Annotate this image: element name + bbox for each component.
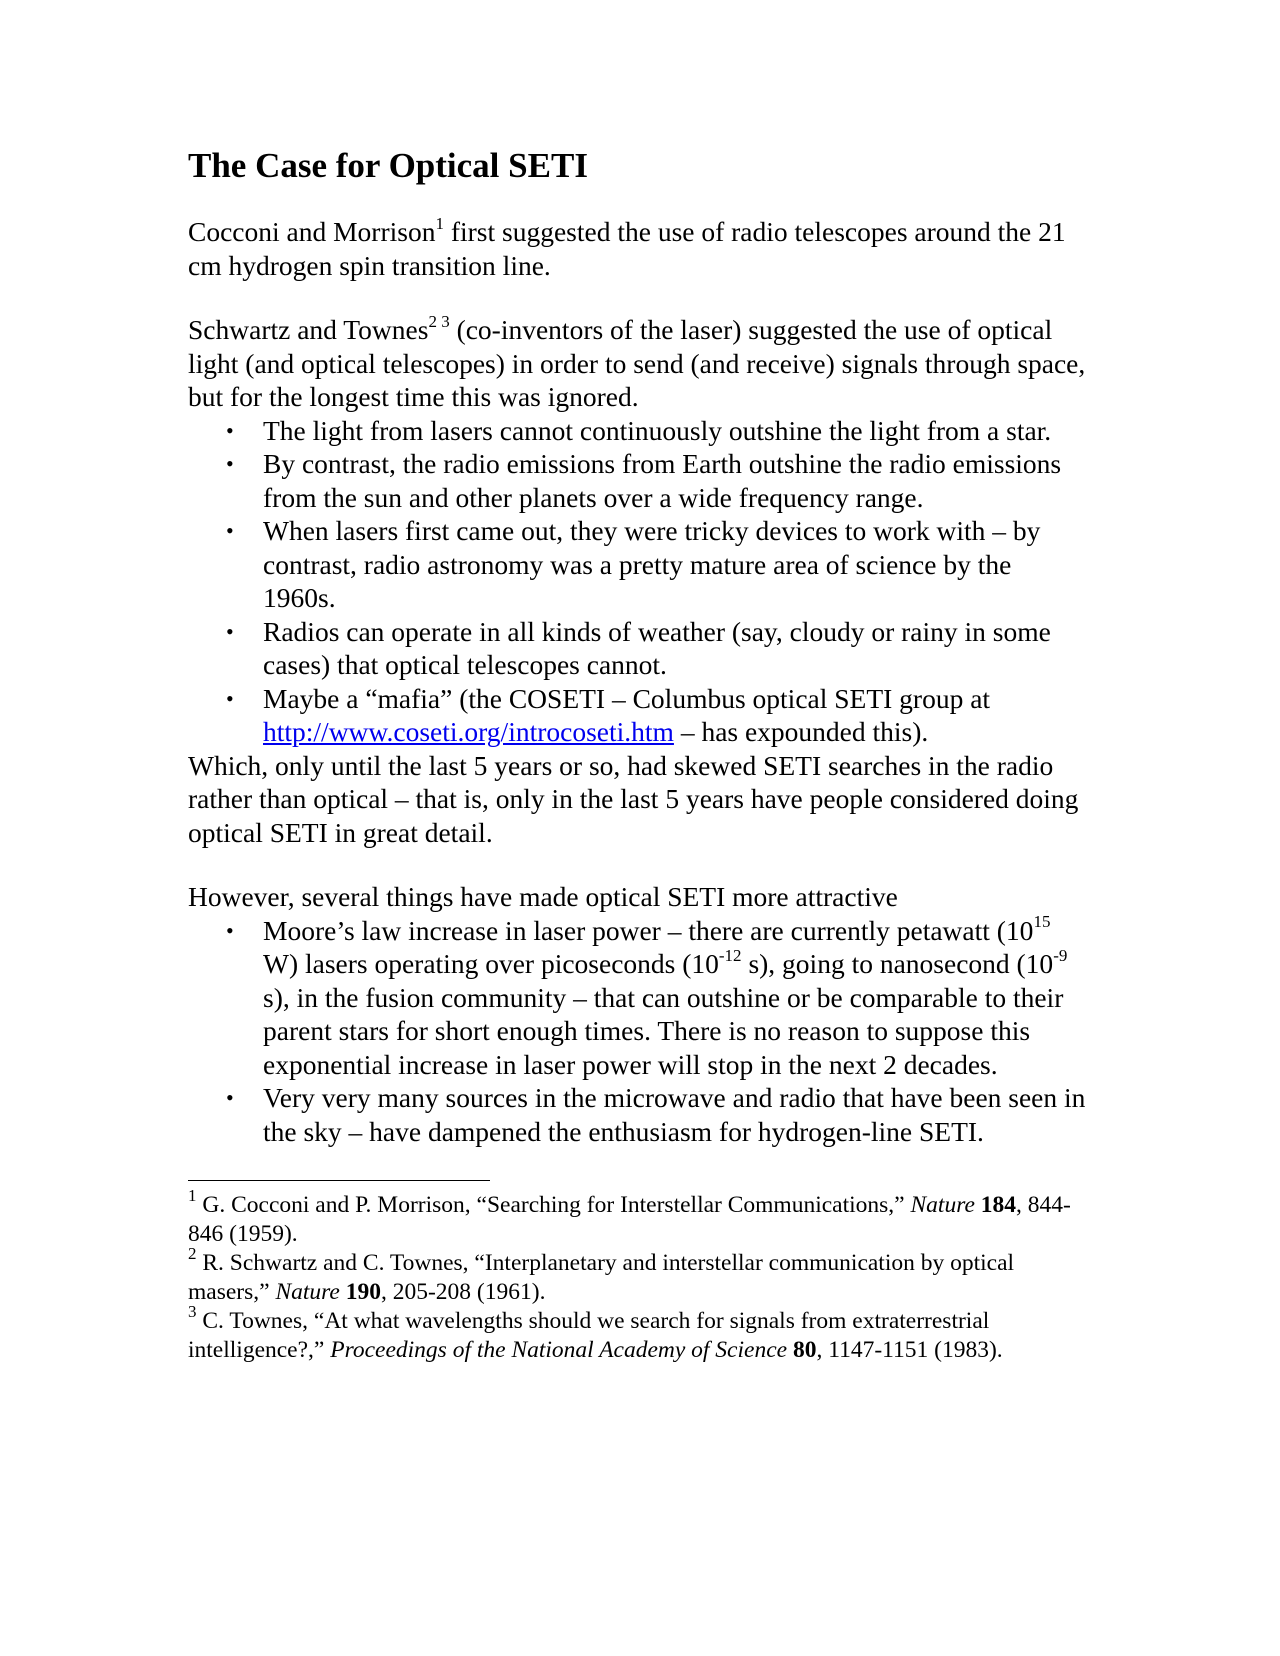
- exponent: 15: [1033, 912, 1051, 932]
- footnote-ref-1[interactable]: 1: [435, 213, 444, 233]
- paragraph-cocconi: [188, 215, 1088, 282]
- list-item-text: Moore’s law increase in laser power – there are currently petawatt (10: [263, 914, 1034, 946]
- journal-name: Nature: [910, 1192, 975, 1218]
- list-item: [188, 514, 1088, 615]
- list-item-text: When lasers first came out, they were tricky devices to work with – by contrast, radio astronomy was a pretty mature area of science by the 1960s.: [263, 515, 1041, 613]
- journal-name: Proceedings of the National Academy of Science: [330, 1337, 788, 1363]
- page-title: The Case for Optical SETI: [188, 146, 588, 185]
- bullet-icon: •: [226, 518, 234, 543]
- volume-number: 190: [345, 1279, 381, 1305]
- footnote-2: [188, 1244, 1088, 1307]
- list-item-text: s), going to nanosecond (10: [741, 948, 1054, 979]
- paragraph-however: However, several things have made optical SETI more attractive: [188, 881, 898, 912]
- footnotes: [188, 1186, 1088, 1365]
- list-item: [188, 414, 1088, 448]
- list-item: [188, 914, 1088, 1082]
- footnote-1: [188, 1186, 1088, 1249]
- paragraph-text: Cocconi and Morrison: [188, 216, 436, 247]
- coseti-link[interactable]: http://www.coseti.org/introcoseti.htm: [263, 716, 674, 747]
- volume-number: 80: [792, 1337, 817, 1363]
- bullet-icon: •: [226, 618, 234, 644]
- bullet-list-attractive: [188, 914, 1088, 1149]
- bullet-icon: •: [226, 917, 234, 943]
- bullet-icon: •: [226, 417, 234, 443]
- paragraph-which: Which, only until the last 5 years or so, had skewed SETI searches in the radio rather than optical – that is, only in the last 5 years have people considered doing optical SETI in great detail.: [188, 749, 1079, 848]
- exponent: -12: [718, 945, 742, 965]
- list-item-text: Radios can operate in all kinds of weather (say, cloudy or rainy in some cases) that optical telescopes cannot.: [263, 615, 1051, 680]
- footnote-number: 2: [188, 1244, 197, 1264]
- paragraph-text: (co-inventors of the laser) suggested the use of optical light (and optical telescopes) in order to send (and receive) signals through space, but for the longest time this was ignored.: [188, 314, 1086, 412]
- footnote-text: , 1147-1151 (1983).: [816, 1337, 1003, 1363]
- list-item-text: s), in the fusion community – that can outshine or be comparable to their parent stars for short enough times. There is no reason to suppose this exponential increase in laser power will stop in the next 2 decades.: [263, 981, 1064, 1080]
- spacer: [188, 282, 1088, 313]
- bullet-icon: •: [226, 1085, 234, 1110]
- spacer: [188, 849, 1088, 880]
- list-item-text: The light from lasers cannot continuously outshine the light from a star.: [263, 414, 1052, 446]
- footnote-text: C. Townes, “At what wavelengths should we search for signals from extraterrestrial intelligence?,”: [188, 1308, 990, 1363]
- list-item-text: W) lasers operating over picoseconds (10: [263, 948, 719, 979]
- footnote-text: R. Schwartz and C. Townes, “Interplanetary and interstellar communication by optical masers,”: [188, 1250, 1015, 1305]
- list-item-text: Maybe a “mafia” (the COSETI – Columbus optical SETI group at: [263, 682, 991, 714]
- list-item-text: By contrast, the radio emissions from Earth outshine the radio emissions from the sun and other planets over a wide frequency range.: [263, 448, 1062, 513]
- footnote-number: 3: [188, 1302, 197, 1322]
- document-page: [188, 145, 1088, 1365]
- footnote-3: [188, 1302, 1088, 1365]
- spacer: [188, 187, 1088, 215]
- list-item: [188, 1081, 1088, 1148]
- footnote-text: , 844-846 (1959).: [188, 1192, 1071, 1247]
- list-item-text: – has expounded this).: [673, 716, 929, 747]
- volume-number: 184: [980, 1192, 1017, 1218]
- footnote-text: , 205-208 (1961).: [380, 1279, 546, 1305]
- bullet-icon: •: [226, 685, 234, 711]
- list-item: [188, 615, 1088, 682]
- list-item: [188, 447, 1088, 514]
- list-item-text: Very very many sources in the microwave and radio that have been seen in the sky – have dampened the enthusiasm for hydrogen-line SETI.: [263, 1082, 1086, 1147]
- exponent: -9: [1053, 945, 1068, 965]
- list-item: [188, 682, 1088, 749]
- footnote-ref-2-3[interactable]: 2 3: [428, 311, 450, 331]
- bullet-list-reasons: [188, 414, 1088, 749]
- paragraph-text: Schwartz and Townes: [188, 314, 429, 345]
- journal-name: Nature: [275, 1279, 340, 1305]
- paragraph-text: first suggested the use of radio telescopes around the 21 cm hydrogen spin transition line.: [188, 216, 1066, 281]
- footnote-text: G. Cocconi and P. Morrison, “Searching for Interstellar Communications,”: [196, 1192, 911, 1218]
- footnote-separator: [188, 1180, 490, 1181]
- bullet-icon: •: [226, 451, 234, 476]
- footnote-number: 1: [188, 1186, 197, 1206]
- paragraph-schwartz: [188, 313, 1088, 414]
